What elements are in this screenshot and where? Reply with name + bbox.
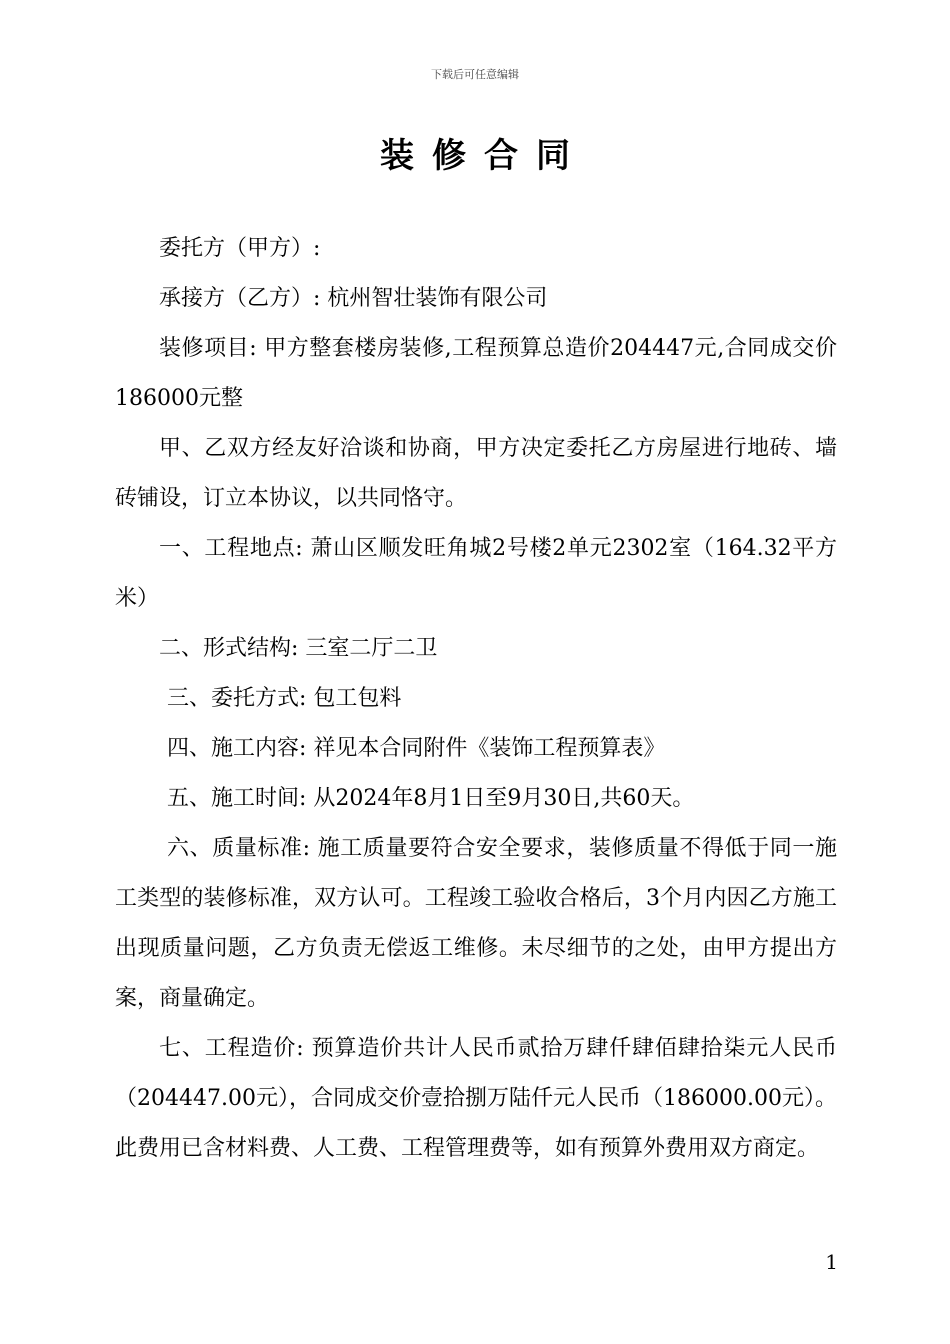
clause-quality: 六、质量标准: 施工质量要符合安全要求，装修质量不得低于同一施工类型的装修标准，双方认可。工程竣工验收合格后，3个月内因乙方施工出现质量问题，乙方负责无偿返工维修。未尽细节的之处，由甲方提出方案，商量确定。: [115, 836, 837, 1011]
project-line: 装修项目: 甲方整套楼房装修,工程预算总造价204447元,合同成交价186000元整: [115, 336, 837, 411]
clause-schedule: 五、施工时间: 从2024年8月1日至9月30日,共60天。: [167, 786, 695, 811]
header-note: 下载后可任意编辑: [431, 68, 519, 81]
clause-location: 一、工程地点: 萧山区顺发旺角城2号楼2单元2302室（164.32平方米）: [115, 536, 837, 611]
clause-content: 四、施工内容: 祥见本合同附件《装饰工程预算表》: [167, 736, 666, 761]
party-b-line: 承接方（乙方）: 杭州智壮装饰有限公司: [159, 286, 548, 311]
document-title: 装修合同: [380, 136, 588, 176]
clause-method: 三、委托方式: 包工包料: [167, 686, 402, 711]
page-number: 1: [825, 1250, 838, 1274]
agreement-intro: 甲、乙双方经友好洽谈和协商，甲方决定委托乙方房屋进行地砖、墙砖铺设，订立本协议，以共同恪守。: [115, 436, 837, 511]
party-a-line: 委托方（甲方）:: [159, 236, 321, 261]
clause-cost: 七、工程造价: 预算造价共计人民币贰拾万肆仟肆佰肆拾柒元人民币（204447.00元），合同成交价壹拾捌万陆仟元人民币（186000.00元）。此费用已含材料费、人工费、工程管理费等，如有预算外费用双方商定。: [115, 1036, 837, 1161]
clause-structure: 二、形式结构: 三室二厅二卫: [159, 636, 438, 661]
document-body: [115, 224, 837, 1174]
